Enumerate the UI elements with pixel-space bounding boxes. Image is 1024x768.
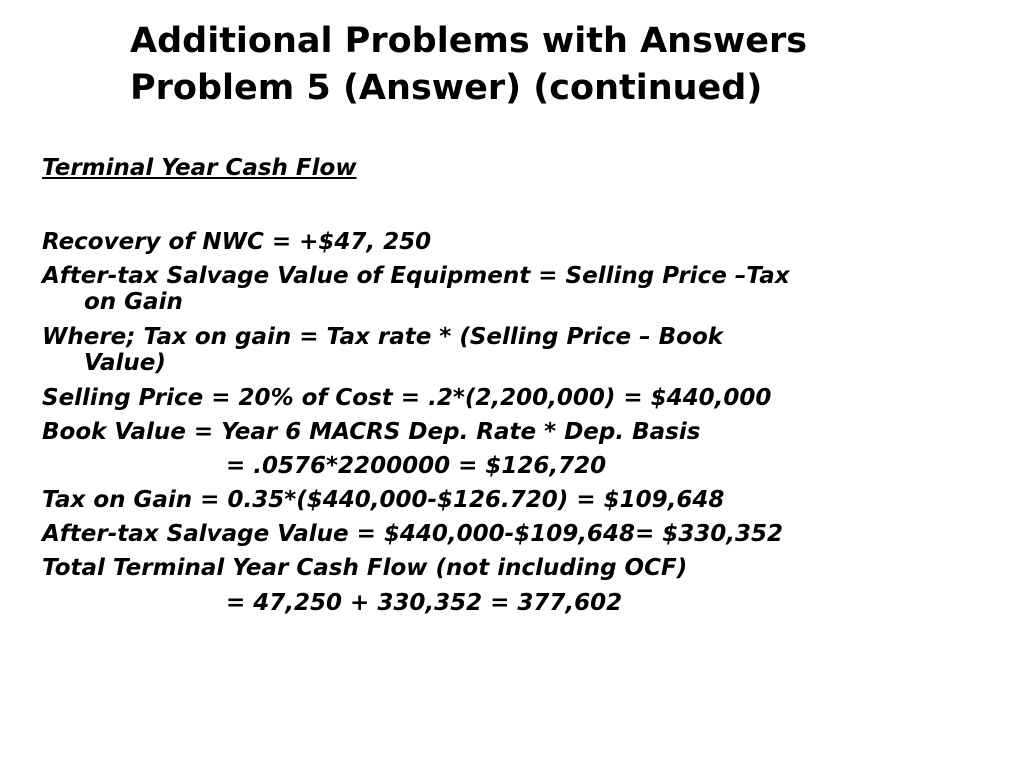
nwc-recovery-line: Recovery of NWC = +$47, 250 xyxy=(42,229,432,255)
salvage-formula-line: After-tax Salvage Value of Equipment = Selling Price –Tax xyxy=(42,263,790,289)
tax-on-gain-formula-continuation: Value) xyxy=(84,350,166,376)
slide-title-line-1: Additional Problems with Answers xyxy=(130,21,808,61)
slide-title-line-2: Problem 5 (Answer) (continued) xyxy=(130,68,763,108)
tax-on-gain-line: Tax on Gain = 0.35*($440,000-$126.720) = $109,648 xyxy=(42,487,725,513)
after-tax-salvage-line: After-tax Salvage Value = $440,000-$109,648= $330,352 xyxy=(42,521,783,547)
slide-title xyxy=(130,18,1010,112)
selling-price-line: Selling Price = 20% of Cost = .2*(2,200,000) = $440,000 xyxy=(42,385,772,411)
total-terminal-cash-flow-line: Total Terminal Year Cash Flow (not including OCF) xyxy=(42,555,688,581)
book-value-result-line: = .0576*2200000 = $126,720 xyxy=(226,453,607,479)
tax-on-gain-formula-line: Where; Tax on gain = Tax rate * (Selling Price – Book xyxy=(42,324,724,350)
total-terminal-cash-flow-result-line: = 47,250 + 330,352 = 377,602 xyxy=(226,590,623,616)
section-heading: Terminal Year Cash Flow xyxy=(42,155,357,181)
salvage-formula-continuation: on Gain xyxy=(84,289,183,315)
book-value-line: Book Value = Year 6 MACRS Dep. Rate * Dep. Basis xyxy=(42,419,701,445)
